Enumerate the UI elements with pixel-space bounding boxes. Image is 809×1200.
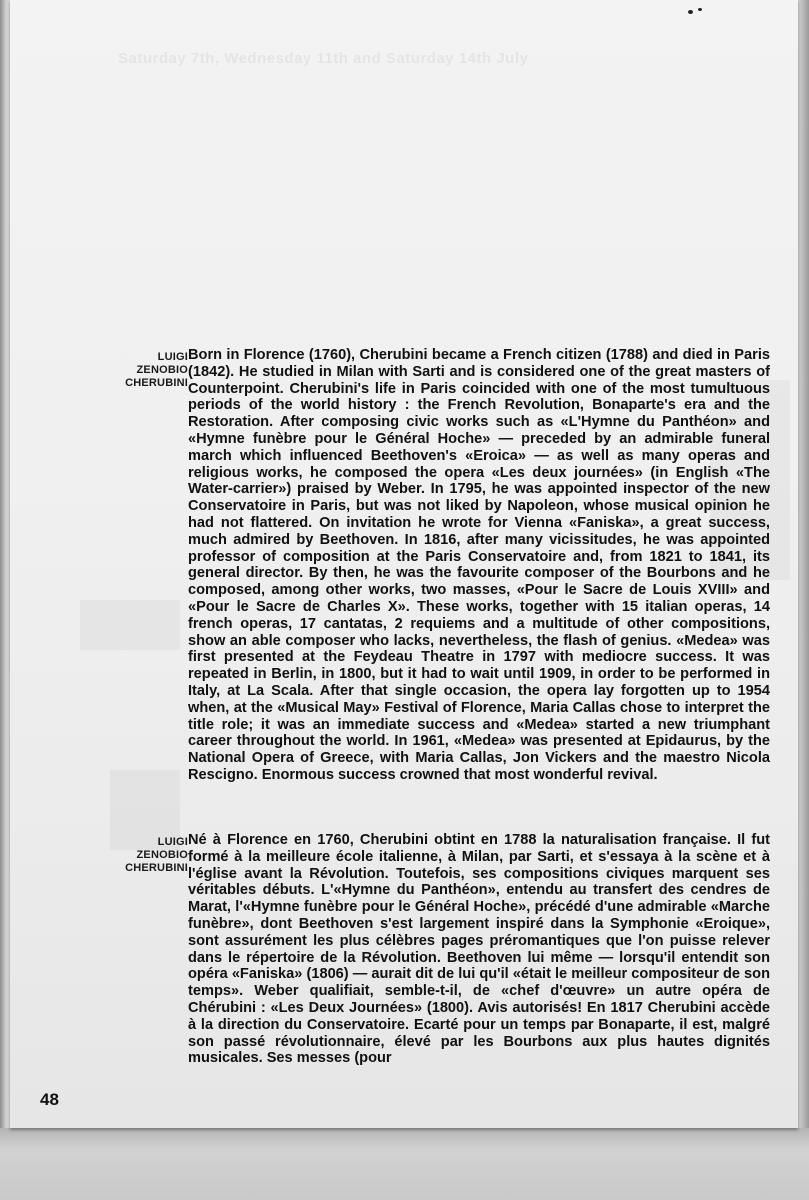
bleed-through-header: Saturday 7th, Wednesday 11th and Saturday 14th July <box>118 50 529 67</box>
composer-name-label: LUIGI ZENOBIO CHERUBINI <box>125 836 188 874</box>
book-page <box>10 0 798 1128</box>
scan-bottom-margin <box>0 1128 809 1200</box>
bleed-through-shadow-left <box>80 600 180 650</box>
scan-speck <box>688 10 693 14</box>
composer-name-label: LUIGI ZENOBIO CHERUBINI <box>125 351 188 389</box>
page-number: 48 <box>40 1090 59 1109</box>
biography-text-english: Born in Florence (1760), Cherubini became a French citizen (1788) and died in Paris (1842). He studied in Milan with Sarti and is considered one of the great masters of Counterpoint. Cherubini's life in Paris coincided with one of the most tumultuous periods of the world history : the French Revolution, Bonaparte's era and the Restoration. After composing civic works such as «L'Hymne du Panthéon» and «Hymne funèbre pour le Général Hoche» — preceded by an admirable funeral march which influenced Beethoven's «Eroica» — as well as many operas and religious works, he composed the opera «Les deux journées» (in English «The Water-carrier») praised by Weber. In 1795, he was appointed inspector of the new Conservatoire in Paris, but was not liked by Napoleon, whose musical opinion he had not flattered. On invitation he wrote for Vienna «Faniska», a great success, much admired by Beethoven. In 1816, after many vicissitudes, he was appointed professor of composition at the Paris Conservatoire and, from 1821 to 1841, its general director. By then, he was the favourite composer of the Bourbons and he composed, among other works, two masses, «Pour le Sacre de Louis XVIII» and «Pour le Sacre de Charles X». These works, together with 15 italian operas, 14 french operas, 17 cantatas, 2 requiems and a multitude of other compositions, show an able composer who lacks, nevertheless, the flash of genius. «Medea» was first presented at the Feydeau Theatre in 1797 with mediocre success. It was repeated in Berlin, in 1800, but it had to wait until 1909, in order to be performed in Italy, at La Scala. After that single occasion, the opera lay forgotten up to 1954 when, at the «Musical May» Festival of Florence, Maria Callas chose to interpret the title role; it was an immediate success and «Medea» started a new triumphant career throughout the world. In 1961, «Medea» was presented at Epidaurus, by the National Opera of Greece, with Maria Callas, Jon Vickers and the maestro Nicola Rescigno. Enormous success crowned that most wonderful revival. <box>188 347 770 783</box>
scan-speck <box>698 8 702 11</box>
biography-text-french: Né à Florence en 1760, Cherubini obtint en 1788 la naturalisation française. Il fut formé à la meilleure école italienne, à Milan, par Sarti, et s'essaya à la scène et à l'église avant la Révolution. Toutefois, ses compositions civiques marquent ses véritables débuts. L'«Hymne du Panthéon», entendu au transfert des cendres de Marat, l'«Hymne funèbre pour le Général Hoche», précédé d'une admirable «Marche funèbre», dont Beethoven s'est largement inspiré dans la Symphonie «Eroique», sont assurément les plus célèbres pages préromantiques que l'on puisse relever dans le répertoire de la Révolution. Beethoven lui même — lorsqu'il entendit son opéra «Faniska» (1806) — aurait dit de lui qu'il «était le meilleur compositeur de son temps». Weber qualifiait, semble-t-il, de «chef d'œuvre» un autre opéra de Chérubini : «Les Deux Journées» (1800). Avis autorisés! En 1817 Cherubini accède à la direction du Conservatoire. Ecarté pour un temps par Bonaparte, il est, malgré son passé révolutionnaire, élevé par les Bourbons aux plus hautes dignités musicales. Ses messes (pour <box>188 832 770 1067</box>
